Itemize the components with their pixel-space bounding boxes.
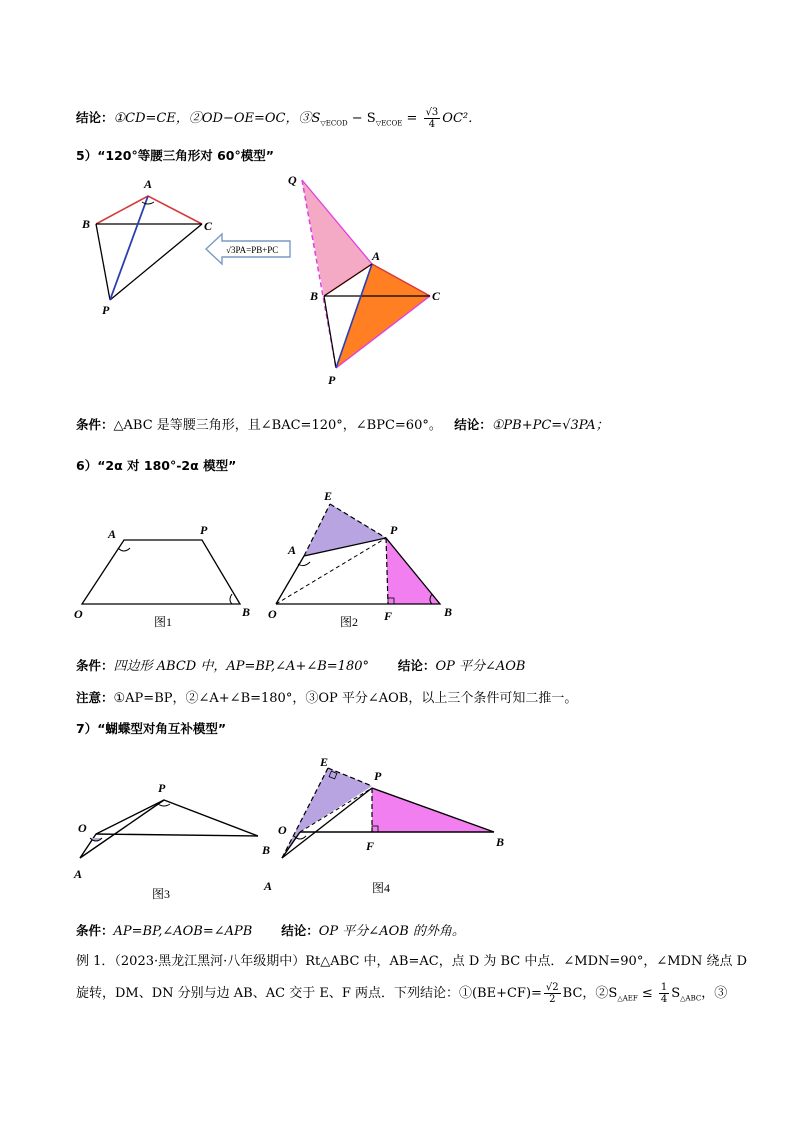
conclusion-text: OP 平分∠AOB xyxy=(435,659,526,674)
segment-bp xyxy=(96,224,110,300)
fraction-numerator: 1 xyxy=(660,982,668,993)
section5-condition-line xyxy=(76,414,609,433)
condition-text: △ABC 是等腰三角形，且∠BAC=120°，∠BPC=60°。 xyxy=(113,418,442,433)
example-line-2 xyxy=(76,982,727,1005)
figure-4 xyxy=(262,748,522,898)
example-line2-c: ，③ xyxy=(701,986,728,1001)
label-b: B xyxy=(262,843,271,857)
condition-label: 条件： xyxy=(76,417,114,432)
label-f: F xyxy=(366,839,375,853)
label-q: Q xyxy=(288,173,297,187)
fraction-denominator: 2 xyxy=(549,994,556,1005)
section6-condition-line xyxy=(76,655,525,674)
angle-mark-a xyxy=(142,202,154,204)
section7-condition-line xyxy=(76,920,465,939)
label-a: A xyxy=(288,543,297,557)
label-e: E xyxy=(320,755,329,769)
label-b: B xyxy=(496,835,505,849)
example-s-abc: S xyxy=(671,986,681,1001)
fraction-numerator: √3 xyxy=(425,107,439,118)
triangle-orange xyxy=(336,264,430,368)
label-a: A xyxy=(108,527,117,541)
figure-120-left xyxy=(76,172,216,322)
conclusion-text: OP 平分∠AOB 的外角。 xyxy=(318,924,465,939)
condition-label: 条件： xyxy=(76,658,114,673)
conclusion-text: ①PB+PC=√3PA； xyxy=(491,418,609,433)
conclusion-label: 结论： xyxy=(397,658,436,673)
conclusion-c2: ②OD−OE=OC， xyxy=(188,111,299,126)
conclusion-label: 结论： xyxy=(454,417,492,432)
section6-heading: 6）“2α 对 180°-2α 模型” xyxy=(76,458,237,473)
label-b: B xyxy=(444,605,453,619)
section6-note-line xyxy=(76,687,577,706)
angle-mark-a xyxy=(118,548,130,551)
figure-2-caption: 图2 xyxy=(340,615,359,629)
label-p: P xyxy=(158,781,166,795)
figure-4-caption: 图4 xyxy=(372,881,391,895)
conclusion-sub2: ▽ECOE xyxy=(375,119,403,128)
segment-bp2 xyxy=(324,296,336,368)
angle-mark-b xyxy=(230,594,232,604)
label-b: B xyxy=(242,605,251,619)
label-o: O xyxy=(74,607,83,621)
segment-a-o-p-b xyxy=(80,800,258,858)
label-a: A xyxy=(144,177,153,191)
label-p: P xyxy=(200,523,208,537)
condition-text: AP=BP,∠AOB=∠APB xyxy=(113,924,253,939)
conclusion-c3: ③S xyxy=(298,111,321,126)
label-e: E xyxy=(324,489,333,503)
label-a: A xyxy=(74,867,83,881)
label-b2: B xyxy=(310,289,319,303)
label-o: O xyxy=(78,821,87,835)
condition-text: 四边形 ABCD 中，AP=BP,∠A+∠B=180° xyxy=(113,659,369,674)
angle-mark-p xyxy=(158,804,170,806)
figure-120-right xyxy=(284,172,454,394)
figure-1 xyxy=(72,512,262,632)
arrow-label: √3PA=PB+PC xyxy=(226,245,279,255)
example-line2-a: 旋转，DM、DN 分别与边 AB、AC 交于 E、F 两点．下列结论：①(BE+CF)= xyxy=(76,986,542,1001)
label-b: B xyxy=(82,217,91,231)
section5-heading: 5）“120°等腰三角形对 60°模型” xyxy=(76,148,274,163)
fraction-numerator: √2 xyxy=(545,982,559,993)
label-a2: A xyxy=(372,249,381,263)
segment-bac-red xyxy=(96,196,202,224)
example-fraction-2 xyxy=(659,982,669,1005)
label-a: A xyxy=(264,879,273,893)
label-f: F xyxy=(384,609,393,623)
conclusion-fraction xyxy=(424,107,441,130)
label-c: C xyxy=(204,219,213,233)
conclusion-sub1: ▽ECOD xyxy=(320,119,348,128)
example-sub-abc: △ABC xyxy=(680,994,702,1003)
label-p2: P xyxy=(328,373,336,387)
label-o: O xyxy=(278,823,287,837)
example-le: ≤ xyxy=(637,986,657,1001)
conclusion-label: 结论： xyxy=(76,110,114,125)
figure-3 xyxy=(72,772,282,902)
conclusion-top xyxy=(76,107,481,130)
conclusion-tail: OC²． xyxy=(442,111,482,126)
conclusion-minus: − S xyxy=(347,111,376,126)
example-sub-aef: △AEF xyxy=(617,994,638,1003)
figure-3-caption: 图3 xyxy=(152,887,171,901)
triangle-lavender xyxy=(282,768,375,858)
arrow-box xyxy=(204,232,294,266)
fraction-denominator: 4 xyxy=(660,994,668,1005)
example-line-1: 例 1．（2023·黑龙江黑河·八年级期中）Rt△ABC 中，AB=AC，点 D 为 BC 中点．∠MDN=90°，∠MDN 绕点 D xyxy=(76,954,748,969)
figure-1-caption: 图1 xyxy=(154,615,173,629)
conclusion-label: 结论： xyxy=(281,923,319,938)
section7-heading: 7）“蝴蝶型对角互补模型” xyxy=(76,721,227,736)
label-p: P xyxy=(374,769,382,783)
note-text: ①AP=BP，②∠A+∠B=180°，③OP 平分∠AOB，以上三个条件可知二推一。 xyxy=(113,691,578,706)
conclusion-eq: = xyxy=(402,111,422,126)
example-line2-b: BC，②S xyxy=(562,986,618,1001)
label-c2: C xyxy=(432,289,441,303)
example-fraction xyxy=(544,982,561,1005)
label-p: P xyxy=(102,303,110,317)
label-o: O xyxy=(268,607,277,621)
fraction-denominator: 4 xyxy=(428,119,436,130)
segment-ob xyxy=(96,834,258,836)
conclusion-c1: ①CD=CE， xyxy=(113,111,189,126)
label-p: P xyxy=(390,523,398,537)
figure-2 xyxy=(266,486,466,632)
quadrilateral-oapb xyxy=(82,540,240,604)
condition-label: 条件： xyxy=(76,923,114,938)
segment-ap xyxy=(80,800,164,858)
note-label: 注意： xyxy=(76,690,114,705)
